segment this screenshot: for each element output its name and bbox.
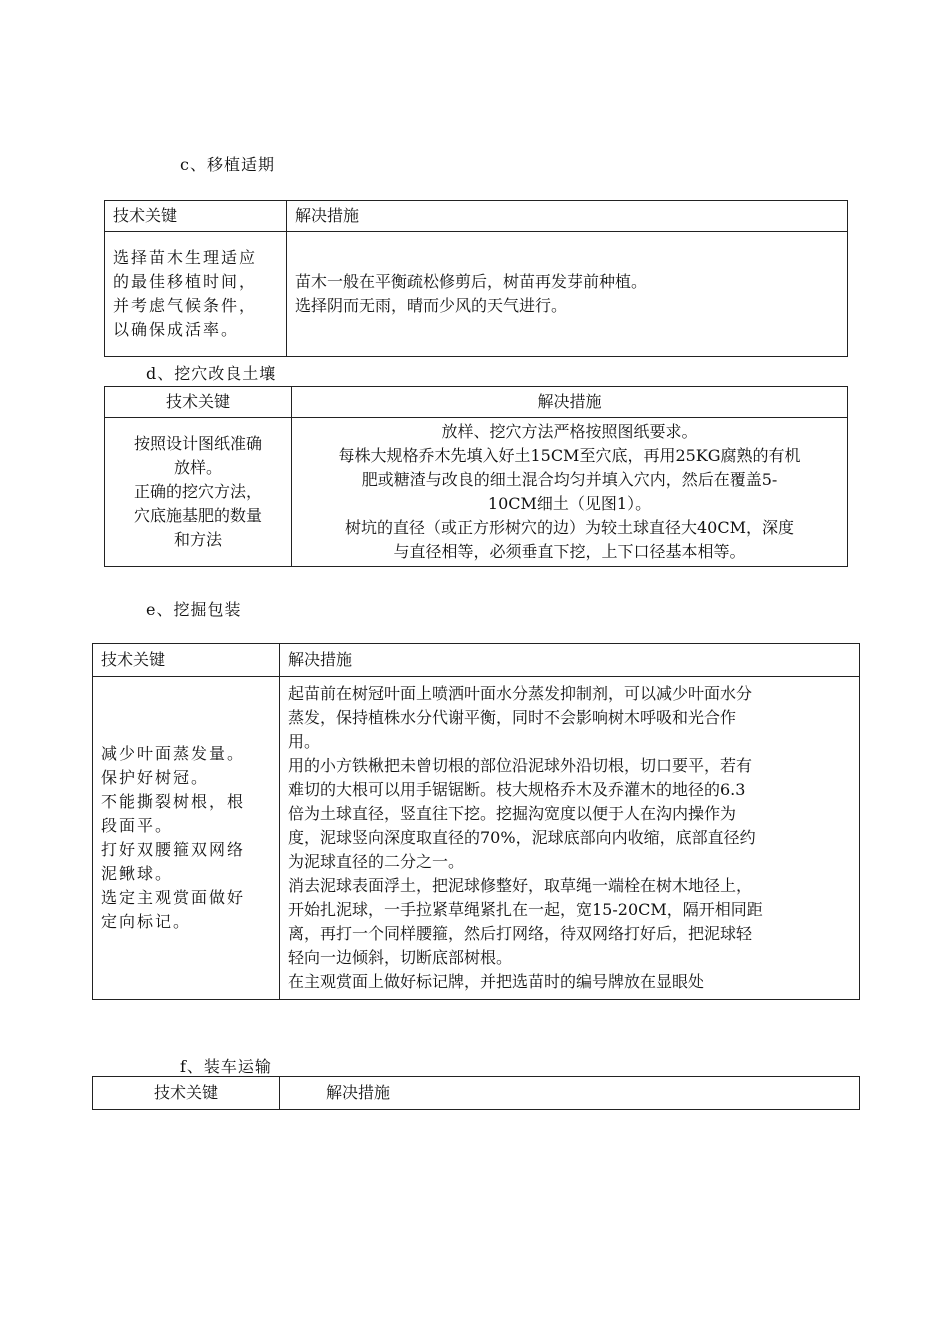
measure-cell (292, 418, 848, 567)
key-line: 的最佳移植时间， (113, 272, 258, 291)
col-header-key: 技术关键 (105, 201, 287, 232)
key-line: 减少叶面蒸发量。 (101, 744, 246, 763)
col-header-measure: 解决措施 (280, 644, 860, 677)
col-header-measure: 解决措施 (292, 387, 848, 418)
section-f-table (92, 1076, 860, 1110)
section-d-table (104, 386, 848, 567)
measure-cell (280, 677, 860, 1000)
key-line: 打好双腰箍双网络 (101, 840, 246, 859)
key-cell (105, 418, 292, 567)
section-c-table (104, 200, 848, 357)
table-header-row (93, 644, 860, 677)
table-header-row (105, 387, 848, 418)
table-header-row (93, 1077, 860, 1110)
section-c-heading: c、移植适期 (180, 155, 275, 174)
key-line: 选择苗木生理适应 (113, 248, 258, 267)
measure-line: 难切的大根可以用手锯锯断。枝大规格乔木及乔灌木的地径的6.3 (288, 780, 746, 799)
measure-cell (287, 232, 848, 357)
key-line: 定向标记。 (101, 912, 192, 931)
key-line: 并考虑气候条件， (113, 296, 258, 315)
key-line: 保护好树冠。 (101, 768, 210, 787)
measure-line: 用。 (288, 732, 321, 751)
key-line: 正确的挖穴方法， (133, 482, 262, 501)
col-header-measure: 解决措施 (280, 1077, 860, 1110)
table-header-row (105, 201, 848, 232)
key-line: 不能撕裂树根，根 (101, 792, 246, 811)
col-header-key: 技术关键 (93, 1077, 280, 1110)
measure-line: 苗木一般在平衡疏松修剪后，树苗再发芽前种植。 (295, 272, 648, 291)
key-line: 穴底施基肥的数量 (133, 506, 262, 525)
measure-line: 开始扎泥球，一手拉紧草绳紧扎在一起，宽15-20CM，隔开相同距 (288, 900, 763, 919)
section-d-heading: d、挖穴改良土壤 (146, 364, 277, 383)
col-header-key: 技术关键 (93, 644, 280, 677)
section-e-heading: e、挖掘包装 (146, 600, 242, 619)
measure-line: 10CM细土（见图1）。 (487, 494, 652, 513)
measure-line: 度，泥球竖向深度取直径的70%，泥球底部向内收缩，底部直径约 (288, 828, 756, 847)
measure-line: 每株大规格乔木先填入好土15CM至穴底，再用25KG腐熟的有机 (338, 446, 801, 465)
key-line: 选定主观赏面做好 (101, 888, 246, 907)
key-line: 放样。 (173, 458, 222, 477)
measure-line: 起苗前在树冠叶面上喷洒叶面水分蒸发抑制剂，可以减少叶面水分 (288, 684, 753, 703)
measure-line: 与直径相等，必须垂直下挖，上下口径基本相等。 (393, 542, 746, 561)
key-line: 泥鳅球。 (101, 864, 174, 883)
measure-line: 倍为土球直径，竖直往下挖。挖掘沟宽度以便于人在沟内操作为 (288, 804, 737, 823)
measure-line: 离，再打一个同样腰箍，然后打网络，待双网络打好后，把泥球轻 (288, 924, 753, 943)
measure-line: 轻向一边倾斜，切断底部树根。 (288, 948, 513, 967)
key-line: 段面平。 (101, 816, 174, 835)
measure-line: 肥或糖渣与改良的细土混合均匀并填入穴内，然后在覆盖5- (361, 470, 778, 489)
key-line: 以确保成活率。 (113, 320, 240, 339)
measure-line: 消去泥球表面浮土，把泥球修整好，取草绳一端栓在树木地径上， (288, 876, 753, 895)
table-row (105, 232, 848, 357)
section-e-table (92, 643, 860, 1000)
section-f-heading: f、装车运输 (180, 1057, 272, 1076)
table-row (93, 677, 860, 1000)
key-line: 按照设计图纸准确 (133, 434, 262, 453)
measure-line: 在主观赏面上做好标记牌，并把选苗时的编号牌放在显眼处 (288, 972, 705, 991)
col-header-measure: 解决措施 (287, 201, 848, 232)
key-cell (93, 677, 280, 1000)
measure-line: 树坑的直径（或正方形树穴的边）为较土球直径大40CM，深度 (345, 518, 794, 537)
key-cell (105, 232, 287, 357)
measure-line: 放样、挖穴方法严格按照图纸要求。 (441, 422, 698, 441)
measure-line: 用的小方铁楸把未曾切根的部位沿泥球外沿切根，切口要平，若有 (288, 756, 753, 775)
measure-line: 蒸发，保持植株水分代谢平衡，同时不会影响树木呼吸和光合作 (288, 708, 737, 727)
measure-line: 为泥球直径的二分之一。 (288, 852, 465, 871)
key-line: 和方法 (173, 530, 222, 549)
measure-line: 选择阴而无雨，晴而少风的天气进行。 (295, 296, 568, 315)
col-header-key: 技术关键 (105, 387, 292, 418)
table-row (105, 418, 848, 567)
